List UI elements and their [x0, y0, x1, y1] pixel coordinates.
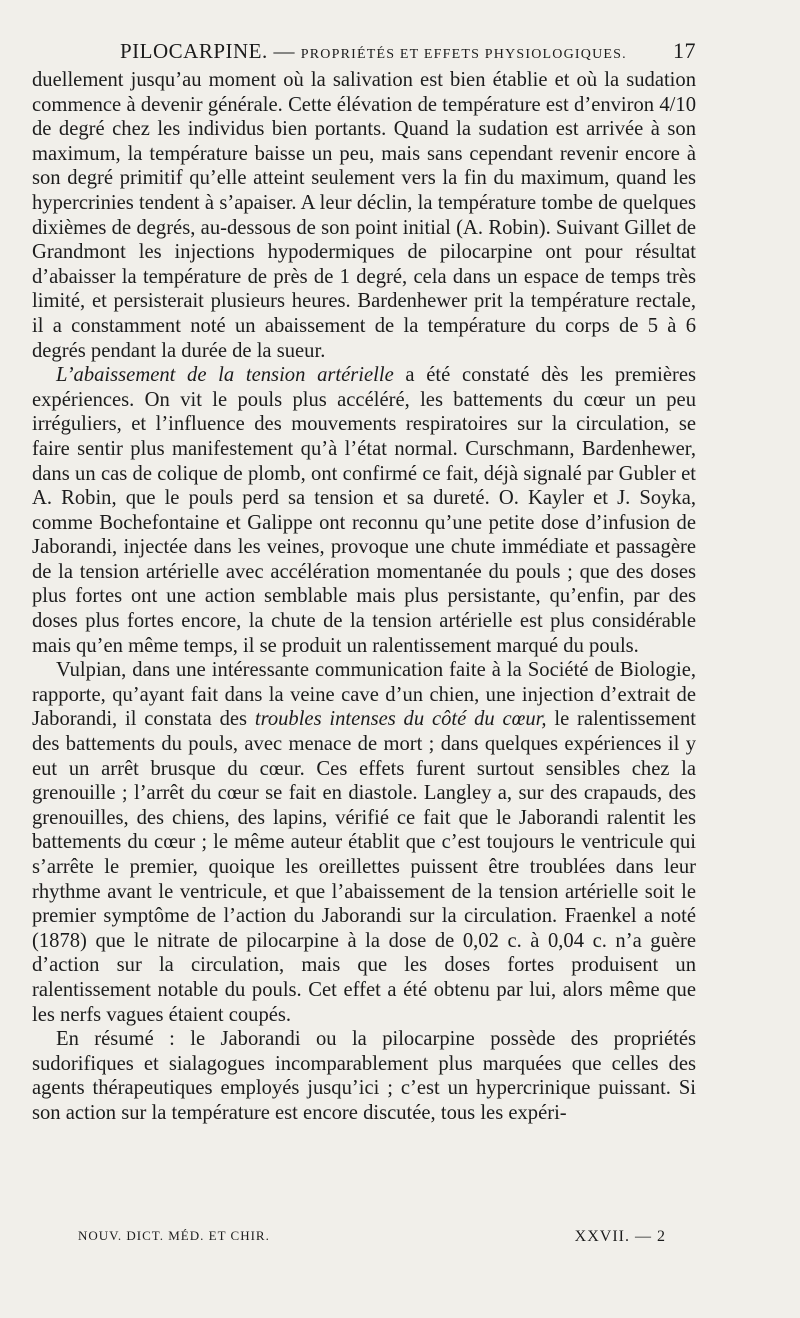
- paragraph-3-italic: troubles intenses du côté du cœur,: [254, 708, 547, 731]
- paragraph-1: duellement jusqu’au moment où la salivation est bien établie et où la sudation commence à devenir générale. Cette élévation de température est d’environ 4/10 de degré chez les individus bien portants. Quand la sudation est arrivée à son maximum, la température baisse un peu, mais sans cependant revenir encore à son degré primitif qu’elle atteint seulement vers la fin du maximum, quand les hypercrinies tendent à s’apaiser. A leur déclin, la température tombe de quelques dixièmes de degrés, au-dessous de son point initial (A. Robin). Suivant Gillet de Grandmont les injections hypodermiques de pilocarpine ont pour résultat d’abaisser la température de près de 1 degré, cela dans un espace de temps très limité, et persisterait plusieurs heures. Bardenhewer prit la température rectale, il a constamment noté un abaissement de la température du corps de 5 à 6 degrés pendant la durée de la sueur.: [32, 69, 696, 362]
- footer-signature-left: NOUV. DICT. MÉD. ET CHIR.: [78, 1228, 270, 1243]
- page-body: [32, 68, 696, 1126]
- page-footer: [78, 1228, 678, 1246]
- header-title: [32, 39, 627, 64]
- paragraph-3: [32, 658, 696, 1027]
- paragraph-3-text: le ralentissement des battements du pouls, avec menace de mort ; dans quelques expériences il y eut un arrêt brusque du cœur. Ces effets furent surtout sensibles chez la grenouille ; l’arrêt du cœur se fait en diastole. Langley a, sur des crapauds, des grenouilles, des chiens, des lapins, vérifié ce fait que le Jaborandi ralentit les battements du cœur ; le même auteur établit que c’est toujours le ventricule qui s’arrête le premier, quoique les oreillettes puissent être troublées dans leur rhythme avant le ventricule, et que l’abaissement de la tension artérielle soit le premier symptôme de l’action du Jaborandi sur la circulation. Fraenkel a noté (1878) que le nitrate de pilocarpine à la dose de 0,02 c. à 0,04 c. n’a guère d’action sur la circulation, mais que les doses fortes produisent un ralentissement notable du pouls. Cet effet a été obtenu par lui, alors même que les nerfs vagues étaient coupés.: [32, 708, 696, 1026]
- page-number: 17: [673, 38, 696, 63]
- header-title-sub: PROPRIÉTÉS ET EFFETS PHYSIOLOGIQUES.: [300, 47, 627, 62]
- paragraph-2-text: a été constaté dès les premières expériences. On vit le pouls plus accéléré, les battements du cœur un peu irréguliers, et l’influence des mouvements respiratoires sur la circulation, se faire sentir plus manifestement qu’à l’état normal. Curschmann, Bardenhewer, dans un cas de colique de plomb, ont confirmé ce fait, déjà signalé par Gubler et A. Robin, que le pouls perd sa tension et sa dureté. O. Kayler et J. Soyka, comme Bochefontaine et Galippe ont reconnu qu’une petite dose d’infusion de Jaborandi, injectée dans les veines, provoque une chute immédiate et passagère de la tension artérielle avec accélération momentanée du pouls ; que des doses plus fortes ont une action semblable mais plus persistante, qu’enfin, par des doses plus fortes encore, la chute de la tension artérielle est plus considérable mais qu’en même temps, il se produit un ralentissement marqué du pouls.: [32, 364, 697, 657]
- paragraph-2: [32, 363, 696, 658]
- paragraph-2-italic: L’abaissement de la tension artérielle: [56, 364, 394, 387]
- paragraph-4: En résumé : le Jaborandi ou la pilocarpine possède des propriétés sudorifiques et sialagogues incomparablement plus marquées que celles des agents thérapeutiques employés jusqu’ici ; c’est un hypercrinique puissant. Si son action sur la température est encore discutée, tous les expéri-: [32, 1028, 696, 1124]
- running-header: [32, 38, 696, 68]
- paragraph-3-start: Vulpian, dans une intéressante communication faite à la Société de Biologie, rapporte, qu’ayant fait dans la veine cave d’un chien, une injection d’extrait de Jaborandi, il constata des: [32, 659, 696, 731]
- footer-signature-right: XXVII. — 2: [574, 1228, 666, 1245]
- header-title-main: PILOCARPINE. —: [120, 39, 296, 63]
- page: [32, 38, 696, 1126]
